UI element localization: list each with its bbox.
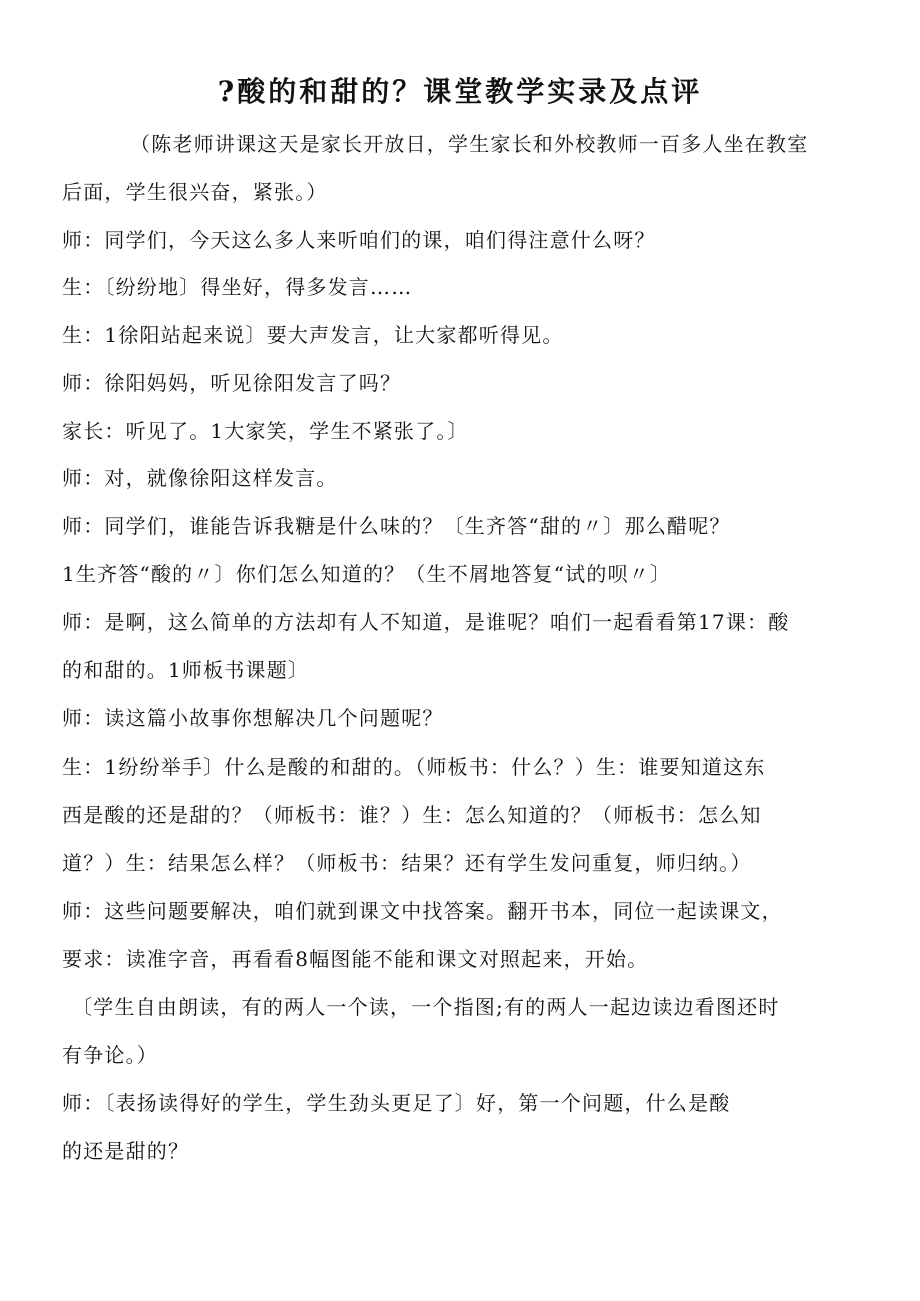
paragraph-line: 的和甜的。1师板书课题〕 xyxy=(62,658,310,682)
paragraph-line: 师：读这篇小故事你想解决几个问题呢？ xyxy=(62,706,444,730)
paragraph-line: 的还是甜的？ xyxy=(62,1139,190,1163)
paragraph-line: 有争论。） xyxy=(62,1043,158,1067)
paragraph-line: 道？）生：结果怎么样？（师板书：结果？还有学生发问重复，师归纳。） xyxy=(62,851,752,875)
paragraph-line: 要求：读准字音，再看看8幅图能不能和课文对照起来，开始。 xyxy=(62,947,649,971)
paragraph-line: 家长：听见了。1大家笑，学生不紧张了。〕 xyxy=(62,419,469,443)
paragraph-line: 师：是啊，这么简单的方法却有人不知道，是谁呢？咱们一起看看第17课：酸 xyxy=(62,610,790,634)
paragraph-line: 1生齐答“酸的〃〕你们怎么知道的？（生不屑地答复“试的呗〃〕 xyxy=(62,562,672,586)
paragraph-line: 后面，学生很兴奋，紧张。） xyxy=(62,180,328,204)
paragraph-line: 生：1纷纷举手〕什么是酸的和甜的。（师板书：什么？）生：谁要知道这东 xyxy=(62,755,766,779)
paragraph-line: 〔学生自由朗读，有的两人一个读，一个指图;有的两人一起边读边看图还时 xyxy=(72,995,780,1019)
paragraph-line: 师：徐阳妈妈，听见徐阳发言了吗？ xyxy=(62,371,402,395)
paragraph-line: 师：这些问题要解决，咱们就到课文中找答案。翻开书本，同位一起读课文， xyxy=(62,899,783,923)
document-title: ?酸的和甜的？课堂教学实录及点评 xyxy=(217,75,703,108)
paragraph-line: （陈老师讲课这天是家长开放日，学生家长和外校教师一百多人坐在教室 xyxy=(130,132,809,156)
paragraph-line: 师：同学们，今天这么多人来听咱们的课，咱们得注意什么呀？ xyxy=(62,228,656,252)
paragraph-line: 师：同学们，谁能告诉我糖是什么味的？〔生齐答“甜的〃〕那么醋呢？ xyxy=(62,514,731,538)
paragraph-line: 师：〔表扬读得好的学生，学生劲头更足了〕好，第一个问题，什么是酸 xyxy=(62,1091,731,1115)
paragraph-line: 西是酸的还是甜的？（师板书：谁？）生：怎么知道的？（师板书：怎么知 xyxy=(62,803,762,827)
paragraph-line: 生：1徐阳站起来说〕要大声发言，让大家都听得见。 xyxy=(62,323,564,347)
paragraph-line: 生：〔纷纷地〕得坐好，得多发言…… xyxy=(62,275,413,299)
paragraph-line: 师：对，就像徐阳这样发言。 xyxy=(62,466,338,490)
